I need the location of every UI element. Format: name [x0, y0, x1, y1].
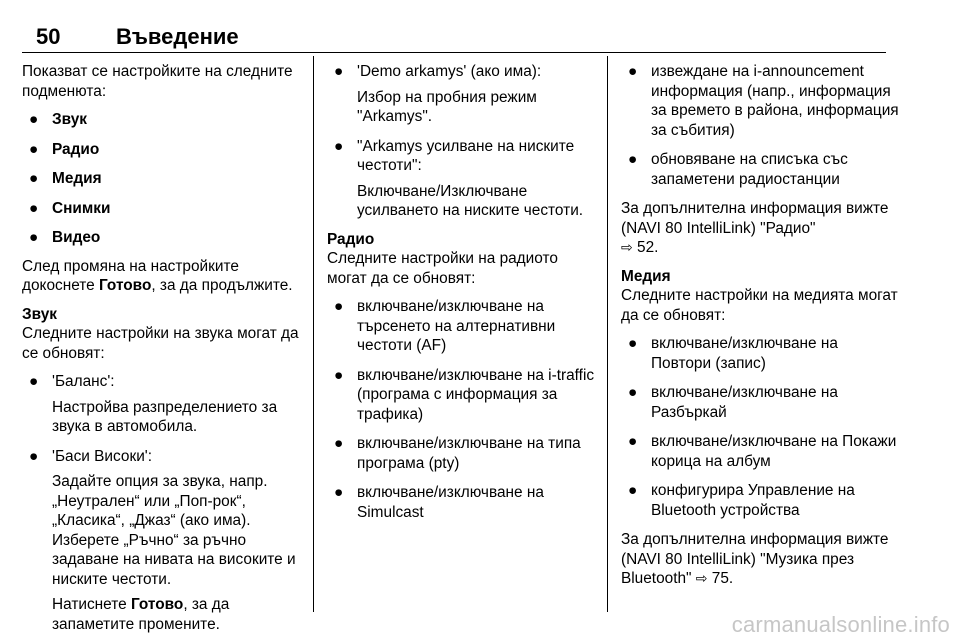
list-item: ● включване/изключване на търсенето на алтернативни честоти (AF) — [334, 298, 556, 354]
submenu-list — [22, 110, 310, 248]
page-header — [22, 22, 886, 53]
column-middle — [327, 62, 597, 532]
list-item: ● Радио — [29, 140, 100, 158]
section-heading-media: Медия — [621, 267, 671, 285]
bullet-icon: ● — [628, 433, 638, 450]
list-item: ● 'Demo arkamys' (ако има): Избор на пробния режим "Arkamys". — [334, 63, 542, 125]
list-item: ● включване/изключване на типа програма (pty) — [334, 435, 581, 472]
list-item: ● обновяване на списъка със запаметени радиостанции — [628, 151, 848, 188]
list-item: ● включване/изключване на Повтори (запис) — [628, 335, 838, 372]
bullet-icon: ● — [628, 482, 638, 499]
list-item: ● извеждане на i-announcement информация (напр., информация за времето в района, информация за събития) — [628, 63, 899, 139]
radio-info-reference: За допълнителна информация вижте (NAVI 80 IntelliLink) "Радио" ⇨ 52. — [621, 200, 889, 256]
bullet-icon: ● — [334, 137, 344, 155]
bullet-icon: ● — [628, 151, 638, 168]
list-item: ● 'Баланс': Настройва разпределението за звука в автомобила. — [29, 373, 278, 435]
list-item: ● "Arkamys усилване на ниските честоти": Включване/Изключване усилването на ниските честоти. — [334, 137, 584, 219]
page-number: 50 — [36, 24, 61, 49]
bullet-icon: ● — [628, 63, 638, 80]
list-item: ● Звук — [29, 111, 87, 128]
column-right — [621, 62, 901, 598]
list-item: ● Видео — [29, 229, 101, 246]
radio-settings-list — [327, 297, 597, 522]
list-item: ● Медия — [29, 170, 102, 187]
bullet-icon: ● — [334, 298, 344, 315]
intro-text: Показват се настройките на следните подменюта: — [22, 63, 293, 100]
bullet-icon: ● — [29, 170, 39, 187]
list-item: ● включване/изключване на Разбъркай — [628, 384, 838, 421]
bullet-icon: ● — [628, 335, 638, 352]
list-item: ● включване/изключване на Simulcast — [334, 484, 544, 521]
reference-arrow-icon: ⇨ — [621, 239, 633, 255]
list-item: ● Снимки — [29, 199, 111, 217]
list-item: ● конфигурира Управление на Bluetooth устройства — [628, 482, 855, 519]
bullet-icon: ● — [334, 366, 344, 384]
section-heading-radio: Радио — [327, 230, 375, 248]
radio-settings-list-cont — [621, 62, 901, 189]
media-settings-list — [621, 334, 901, 520]
section-heading-sound: Звук — [22, 305, 57, 323]
sound-intro: Следните настройки на звука могат да се обновят: — [22, 325, 299, 362]
bullet-icon: ● — [334, 435, 344, 452]
bullet-icon: ● — [29, 229, 39, 246]
after-change-text: След промяна на настройките докоснете Готово, за да продължите. — [22, 257, 293, 294]
page-title: Въведение — [116, 24, 239, 49]
reference-arrow-icon: ⇨ — [695, 570, 708, 586]
list-item: ● включване/изключване на Покажи корица на албум — [628, 433, 897, 470]
sound-settings-list — [22, 372, 310, 634]
column-divider — [607, 56, 608, 612]
column-divider — [313, 56, 314, 612]
page-reference: 52. — [637, 239, 659, 256]
bullet-icon: ● — [334, 484, 344, 501]
column-left — [22, 62, 310, 644]
bullet-icon: ● — [29, 373, 39, 390]
list-item: ● 'Баси Високи': Задайте опция за звука, напр. „Неутрален“ или „Поп-рок“, „Класика“, „Джаз“ (ако има). Изберете „Ръчно“ за ръчно задаване на нивата на високите и ниските честоти. Натиснете Готово, за да запаметите промените. — [29, 447, 296, 633]
bullet-icon: ● — [29, 140, 39, 158]
bullet-icon: ● — [29, 199, 39, 217]
page-reference: 75. — [711, 570, 734, 587]
bullet-icon: ● — [334, 63, 344, 80]
media-intro: Следните настройки на медията могат да се обновят: — [621, 287, 898, 324]
bullet-icon: ● — [628, 384, 638, 401]
arkamys-list — [327, 62, 597, 221]
bullet-icon: ● — [29, 447, 39, 465]
list-item: ● включване/изключване на i-traffic (програма с информация за трафика) — [334, 366, 595, 423]
radio-intro: Следните настройки на радиото могат да се обновят: — [327, 250, 558, 287]
media-info-reference: За допълнителна информация вижте (NAVI 80 IntelliLink) "Музика през Bluetooth" ⇨ 75. — [621, 531, 889, 587]
watermark: carmanualsonline.info — [731, 612, 950, 637]
bullet-icon: ● — [29, 111, 39, 128]
